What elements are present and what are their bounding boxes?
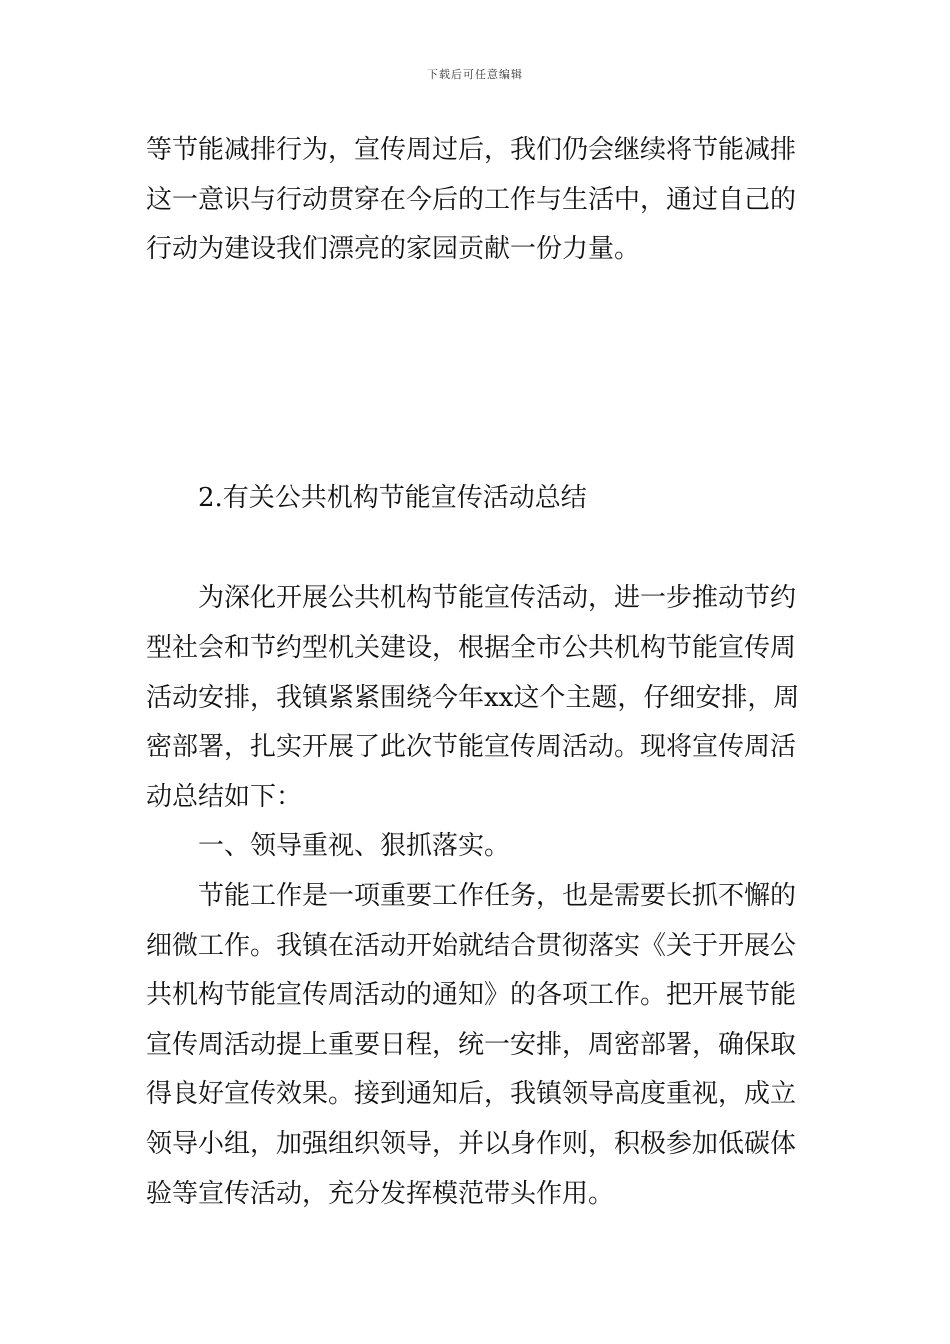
paragraph-line: 动总结如下：: [146, 782, 303, 812]
paragraph-line: 这一意识与行动贯穿在今后的工作与生活中，通过自己的: [146, 185, 797, 215]
paragraph-line: 验等宣传活动，充分发挥模范带头作用。: [146, 1179, 615, 1209]
paragraph-line: 共机构节能宣传周活动的通知》的各项工作。把开展节能: [146, 980, 797, 1010]
section-heading: 2.有关公共机构节能宣传活动总结: [198, 483, 587, 513]
paragraph-line: 等节能减排行为，宣传周过后，我们仍会继续将节能减排: [146, 135, 797, 165]
paragraph-line: 密部署，扎实开展了此次节能宣传周活动。现将宣传周活: [146, 732, 797, 762]
paragraph-line: 型社会和节约型机关建设，根据全市公共机构节能宣传周: [146, 633, 797, 663]
paragraph-line: 行动为建设我们漂亮的家园贡献一份力量。: [146, 234, 641, 264]
paragraph-line: 宣传周活动提上重要日程，统一安排，周密部署，确保取: [146, 1030, 797, 1060]
header-note: 下载后可任意编辑: [427, 68, 523, 81]
paragraph-line: 领导小组，加强组织领导，并以身作则，积极参加低碳体: [146, 1129, 797, 1159]
paragraph-line: 得良好宣传效果。接到通知后，我镇领导高度重视，成立: [146, 1079, 797, 1109]
paragraph-line: 细微工作。我镇在活动开始就结合贯彻落实《关于开展公: [146, 931, 797, 961]
paragraph-line: 活动安排，我镇紧紧围绕今年xx这个主题，仔细安排，周: [146, 683, 800, 713]
paragraph-line: 为深化开展公共机构节能宣传活动，进一步推动节约: [198, 583, 797, 613]
paragraph-line: 节能工作是一项重要工作任务，也是需要长抓不懈的: [198, 881, 797, 911]
subsection-heading: 一、领导重视、狠抓落实。: [198, 831, 511, 861]
